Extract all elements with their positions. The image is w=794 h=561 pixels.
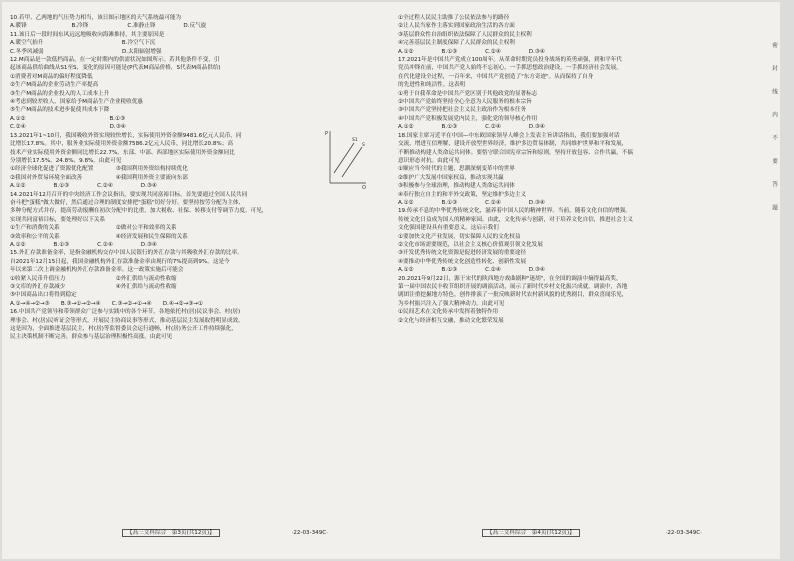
axis-x-label: Q (362, 185, 366, 189)
text-line: ①消费者对M商品的偏好程度降低 (10, 73, 93, 80)
text-line: 自2021年12月15日起，我国金融机构外汇存款准备金率由现行的7%提高到9%。这是今 (10, 258, 230, 265)
text-line: 16.中国共产党领导和带领群众广泛参与实践中的各个环节，各地依托村(居)民议事会、村(居) (10, 309, 241, 316)
text-line: 剧团注重挖掘地方特色，创作排演了一批反映新时代农村新风貌的优秀剧目，群众喜闻乐见， (398, 292, 628, 299)
text-line: ③开发优秀传统文化资源是促进经济发展的重要途径 (398, 250, 527, 257)
text-line: ④中国共产党积极发展党内民主，强化党的领导核心作用 (398, 115, 538, 122)
axis-y-label: P (325, 131, 329, 137)
text-line: 不断推动构建人类命运共同体。要恪守联合国宪章宗旨和原则，坚持开放包容、合作共赢，不搞 (398, 149, 633, 156)
text-line: 18.国家主席习近平在中国—中东欧国家领导人峰会上发表主旨讲话指出，我们要加强对话 (398, 132, 620, 139)
text-line: ②中国共产党始终坚持全心全意为人民服务的根本宗旨 (398, 99, 532, 106)
text-line: 传统文化日益成为国人的精神家园。由此，文化传承与创新，对于培养文化自信，推进社会主义 (398, 216, 633, 223)
text-line: 第一届中国农民丰收节组织开展的调演活动，展示了新时代乡村文化振兴成就。调演中，各地 (398, 284, 628, 290)
text-line: 在代化建设全过程，一百年来，中国共产党创造了"东方奇迹"。从而保持了自身 (398, 73, 594, 80)
text-line: 民主决策机制不断完善，群众参与基层治理积极性高涨。由此可见 (10, 334, 173, 341)
text-line: ③中国共产党坚持把社会主义民主政治作为根本任务 (398, 107, 527, 114)
text-line: A.①② B.①③ C.②④ D.③④ (398, 267, 545, 274)
text-line: C.②④ D.③④ (10, 124, 126, 131)
text-line: ①经济全球化促进了资源优化配置 ③我国利用外资结构持续优化 (10, 166, 188, 173)
text-line: ③文库的外汇存款减少 ④外汇供给与流动性收缩 (10, 284, 177, 290)
footer-right-label: 【高三文科综合 第4页(共12页)】 (482, 529, 580, 537)
text-line: 20.2021年9月22日，源于宋代的陕西地方戏曲剧种"迷胡"，在全国的调演中摘得最高奖， (398, 275, 622, 282)
text-line: 年以来第二次上调金融机构外汇存款准备金率。这一政策实施后可能会 (10, 267, 184, 274)
curve-s (342, 147, 362, 177)
text-line: 奋斗把"蛋糕"做大做好，然后通过合理的制度安排把"蛋糕"切好分好。要坚持按劳分配为主体、 (10, 199, 245, 206)
text-line: ④考虑到较差收人，国家给予M商品生产企业税收优惠 (10, 99, 143, 106)
footer-left-label: 【高三文科综合 第3页(共12页)】 (122, 529, 220, 537)
text-line: ①收紧人民币升值压力 ②外汇供给与流动性收缩 (10, 275, 177, 282)
footer-right-code: ·22-03-349C· (665, 530, 702, 536)
text-line: 技术产业实际使用外资金额同比增长22.7%。东部、中部、西部地区实际使用外资金额同比 (10, 149, 235, 156)
footer-right (482, 528, 702, 536)
text-line: A.①② B.①③ C.②④ D.③④ (398, 199, 545, 206)
text-line: 14.2021年12月召开的中央经济工作会议指出，要实现共同富裕目标，首先要通过全国人民共同 (10, 191, 248, 198)
text-line: ⑤生产M商品的技术进步促使其成本下降 (10, 107, 110, 114)
text-line: ③积极参与全球治理，推动构建人类命运共同体 (398, 183, 515, 190)
text-line: 比增长17.8%。其中，服务业实际使用外资金额7586.2亿元人民币，同比增长20.8%；高 (10, 141, 233, 148)
text-line: 17.2021年是中国共产党成立100周年。从革命时期党员投身战场的英勇顽强，到和平年代 (398, 57, 622, 64)
text-line: ③基层群众性自治组织依法保障了人民群众的民主权利 (398, 31, 532, 38)
text-line: 12.M商品是一款低档商品，在一定时期内的供需状况如图所示。若其他条件不变，引 (10, 57, 220, 64)
text-line: 文化强国建设具有重要意义。这启示我们 (398, 225, 499, 232)
supply-curve-figure (324, 127, 368, 189)
text-line: ③生产M商品的企业投入的人工成本上升 (10, 90, 110, 97)
curve-s1 (334, 143, 354, 173)
text-line: 为乡村振兴注入了强大精神动力。由此可见 (398, 300, 505, 307)
text-line: ①民间艺术在文化传承中发挥着独特作用 (398, 309, 499, 316)
text-line: A.①② B.①③ C.②④ D.③④ (398, 124, 545, 131)
text-line: 15.外汇存款准备金率，是指金融机构交存中国人民银行的外汇存款与其吸收外汇存款的比率。 (10, 250, 243, 257)
text-line: 意识形态对抗。由此可见 (398, 157, 460, 164)
text-line: ⑤中国商品出口将得到稳定 (10, 292, 77, 299)
text-line: A.①→④→②→③ B.③→①→②→④ C.③→②→①→④ D.④→②→③→① (10, 300, 203, 307)
text-line: 分别增长17.5%、24.8%、9.8%。由此可见 (10, 157, 122, 164)
text-line: ④要推动中华优秀传统文化创造性转化、创新性发展 (398, 258, 527, 265)
text-line: ③效率和公平的关系 ④经济发展和民生保障的关系 (10, 233, 188, 240)
text-line: A.①② B.①③ (10, 115, 126, 122)
text-line: 10.若甲、乙两地的气压势力相当，该日图示地区的天气系统最可能为 (10, 15, 182, 21)
text-line: ②文化与经济相互交融，推动文化繁荣发展 (398, 317, 504, 324)
text-line: A.①② B.①③ C.②④ D.③④ (398, 48, 545, 55)
text-line: A.暖空气抬升 B.冷空气下沉 (10, 40, 156, 47)
curve-s-label: S (362, 143, 365, 148)
text-line: 13.2021年1~10月，我国吸收外资实现较快增长，实际使用外资金额9481.6亿元人民币，同 (10, 132, 242, 139)
exam-sheet (2, 2, 780, 559)
text-line: 党员冲锋在前，中国共产党人始终不忘初心，一手抓思想政治建设，一手抓经济社会发展， (398, 65, 622, 72)
footer-left-code: ·22-03-349C· (291, 530, 328, 536)
curve-s1-label: S1 (352, 138, 358, 143)
text-line: 这是因为，全面推进基层民主，村(居)等监督委员会运行通畅，村(居)务公开工作持续强化， (10, 326, 237, 333)
text-line: C.冬季风减弱 D.太阳辐射增强 (10, 48, 162, 55)
text-line: ①勇于自我革命是中国共产党区别于其他政党的显著标志 (398, 90, 538, 97)
text-line: A.暖锋 B.冷锋 C.准静止锋 D.反气旋 (10, 23, 207, 30)
footer-left (122, 528, 328, 536)
text-line: ②文化市场需要规范，以社会主义核心价值观引领文化发展 (398, 241, 543, 248)
left-column (10, 14, 378, 342)
text-line: ②维护广大发展中国家权益，推动实现共赢 (398, 174, 504, 181)
text-line: ①顺应当今时代的主题，思潮深刻变革中的世界 (398, 166, 515, 173)
text-line: ②生产M商品的企业劳动生产率提高 (10, 82, 99, 89)
text-line: A.①② B.①③ C.②④ D.③④ (10, 183, 157, 190)
text-line: 多种分配方式并存，提高劳动报酬在初次分配中的比重，加大税收、社保、转移支付等调节力度。可见， (10, 208, 268, 215)
text-line: 起该商品供给曲线从S1至S，变化的原因可能是(P代表M商品价格，S代表M商品供给) (10, 65, 221, 72)
text-line: 理事会、村(居)民听证会等形式，开展民主协商议事等形式，推动基层民主发展取得明显成效。 (10, 317, 244, 324)
text-line: 11.该日后一段时间东风远远地吸收向海滩推持，其主要原因是 (10, 31, 165, 38)
text-line: A.①② B.①③ C.②④ D.③④ (10, 241, 157, 248)
right-column (398, 14, 764, 325)
text-line: 19.传承不息的中华优秀传统文化，滋养着中国人民的精神世界。当前，随着文化自信的增强， (398, 208, 631, 215)
text-line: ②我国对外贸易环境全面改善 ④我国利用外资主要流向东部 (10, 174, 188, 181)
text-line: ④奉行独立自主的和平外交政策，坚定维护多边主义 (398, 191, 527, 198)
text-line: ④完善基层民主制度保障了人民群众的民主权利 (398, 40, 515, 47)
text-line: 实现共同富裕目标，要处理好以下关系 (10, 216, 106, 223)
text-line: 交流，增进互信理解，建设开放型世界经济，维护多边贸易体制，共同维护世界和平和发展， (398, 141, 628, 148)
text-line: ②让人民当家作主落实到国家政治生活的各方面 (398, 23, 515, 30)
text-line: ①生产和消费的关系 ②做对公平和效率的关系 (10, 225, 177, 232)
binding-margin-text: 密 封 线 内 不 要 答 题 (771, 42, 777, 216)
text-line: 的先进性和纯洁性。这表明 (398, 82, 466, 89)
text-line: ①要加快文化产业发展，切实保障人民的文化权益 (398, 233, 521, 240)
text-line: ①全过程人民民主助推了公民依法参与的路径 (398, 15, 510, 21)
